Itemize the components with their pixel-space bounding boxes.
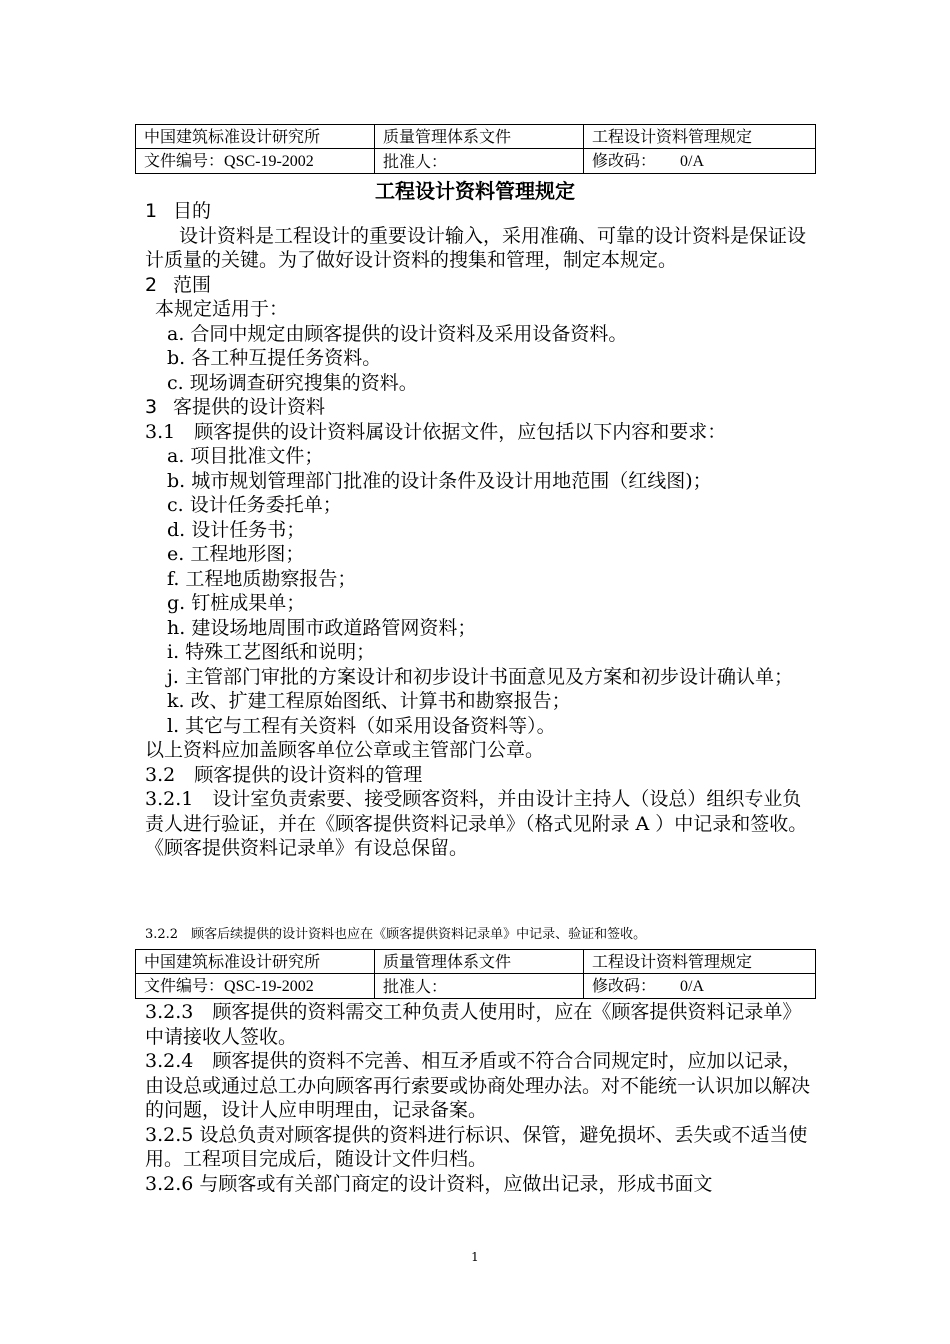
section-1-heading: 1 目的 — [145, 200, 212, 222]
section-2-heading: 2 范围 — [145, 273, 212, 296]
header-revision — [584, 974, 816, 999]
list-item: b. 城市规划管理部门批准的设计条件及设计用地范围（红线图)； — [167, 469, 712, 492]
header-revision — [584, 149, 816, 174]
list-item: l. 其它与工程有关资料（如采用设备资料等）。 — [167, 714, 556, 737]
section-3-2: 3.2 顾客提供的设计资料的管理 — [145, 763, 423, 786]
stamp-note: 以上资料应加盖顾客单位公章或主管部门公章。 — [145, 739, 545, 761]
header-doc-type: 质量管理体系文件 — [375, 950, 584, 974]
list-item: b. 各工种互提任务资料。 — [167, 347, 382, 369]
header-doc-type: 质量管理体系文件 — [375, 125, 584, 149]
section-3-1: 3.1 顾客提供的设计资料属设计依据文件，应包括以下内容和要求： — [145, 420, 727, 443]
document-body-continued — [145, 1000, 810, 1196]
list-item: g. 钉桩成果单； — [167, 592, 306, 614]
list-item: a. 项目批准文件； — [167, 445, 324, 467]
list-item: f. 工程地质勘察报告； — [167, 567, 357, 590]
document-title: 工程设计资料管理规定 — [375, 179, 575, 203]
list-item: c. 现场调查研究搜集的资料。 — [167, 371, 418, 394]
rev-label: 修改码： — [592, 976, 657, 995]
header-table-top — [135, 124, 816, 174]
header-approver: 批准人： — [375, 149, 584, 174]
section-3-2-4: 3.2.4 顾客提供的资料不完善、相互矛盾或不符合合同规定时，应加以记录，由设总或通过总工办向顾客再行索要或协商处理办法。对不能统一认识加以解决的问题，设计人应申明理由，记录备案。 — [145, 1050, 811, 1121]
header-file-no — [136, 149, 375, 174]
header-approver: 批准人： — [375, 974, 584, 999]
section-3-heading: 3 客提供的设计资料 — [145, 396, 326, 418]
header-org: 中国建筑标准设计研究所 — [136, 950, 375, 974]
section-3-2-2: 3.2.2 顾客后续提供的设计资料也应在《顾客提供资料记录单》中记录、验证和签收。 — [145, 927, 647, 942]
list-item: k. 改、扩建工程原始图纸、计算书和勘察报告； — [167, 690, 571, 712]
file-no-value: QSC-19-2002 — [224, 978, 314, 995]
section-2-intro: 本规定适用于： — [155, 298, 289, 320]
header-doc-title: 工程设计资料管理规定 — [584, 950, 816, 974]
list-item: d. 设计任务书； — [167, 518, 306, 541]
rev-value: 0/A — [680, 978, 705, 995]
section-1-para: 设计资料是工程设计的重要设计输入，采用准确、可靠的设计资料是保证设计质量的关键。为了做好设计资料的搜集和管理，制定本规定。 — [145, 224, 807, 271]
header-doc-title: 工程设计资料管理规定 — [584, 125, 816, 149]
file-no-label: 文件编号： — [144, 976, 225, 995]
list-item: e. 工程地形图； — [167, 543, 305, 565]
header-table-repeat — [135, 949, 816, 999]
list-item: a. 合同中规定由顾客提供的设计资料及采用设备资料。 — [167, 322, 628, 345]
section-3-2-5: 3.2.5 设总负责对顾客提供的资料进行标识、保管，避免损坏、丢失或不适当使用。工程项目完成后，随设计文件归档。 — [145, 1123, 808, 1170]
rev-value: 0/A — [680, 153, 705, 170]
section-3-2-1: 3.2.1 设计室负责索要、接受顾客资料，并由设计主持人（设总）组织专业负责人进行验证，并在《顾客提供资料记录单》（格式见附录 A ）中记录和签收。《顾客提供资料记录单》有设总保留。 — [145, 788, 808, 859]
file-no-value: QSC-19-2002 — [224, 153, 314, 170]
rev-label: 修改码： — [592, 151, 657, 170]
document-body — [145, 199, 810, 861]
page-number: 1 — [471, 1250, 479, 1264]
list-item: h. 建设场地周围市政道路管网资料； — [167, 616, 477, 639]
section-3-2-6: 3.2.6 与顾客或有关部门商定的设计资料，应做出记录，形成书面文 — [145, 1172, 713, 1195]
list-item: i. 特殊工艺图纸和说明； — [167, 641, 376, 663]
file-no-label: 文件编号： — [144, 151, 225, 170]
list-item: c. 设计任务委托单； — [167, 494, 342, 516]
header-org: 中国建筑标准设计研究所 — [136, 125, 375, 149]
list-item: j. 主管部门审批的方案设计和初步设计书面意见及方案和初步设计确认单； — [167, 665, 793, 688]
header-file-no — [136, 974, 375, 999]
section-3-2-3: 3.2.3 顾客提供的资料需交工种负责人使用时，应在《顾客提供资料记录单》中请接收人签收。 — [145, 1001, 802, 1048]
